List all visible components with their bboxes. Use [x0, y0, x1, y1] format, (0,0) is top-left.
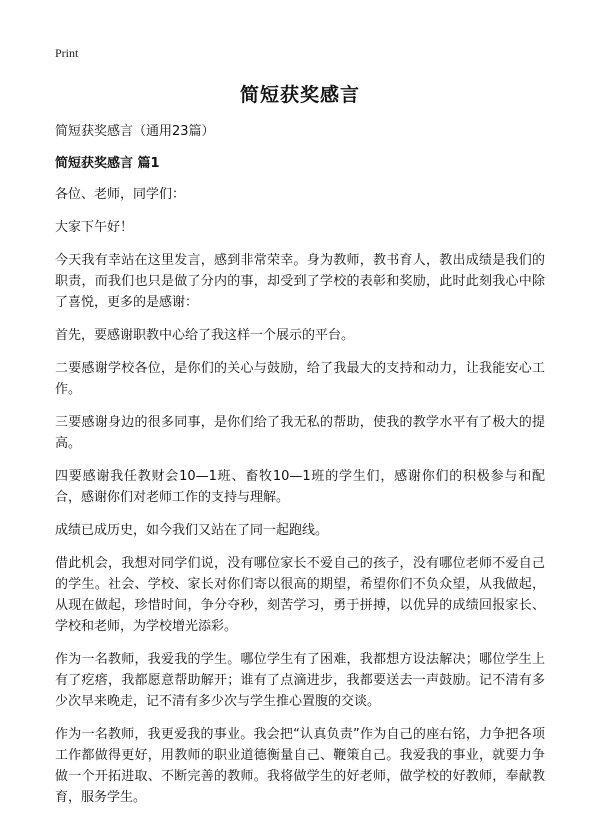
paragraph-love-students: 作为一名教师，我爱我的学生。哪位学生有了困难，我都想方设法解决；哪位学生上有了疙瘩，我都愿意帮助解开；谁有了点滴进步，我都要送去一声鼓励。记不清有多少次早来晚走，记不清有多少次与学生推心置腹的交谈。 [55, 652, 545, 709]
paragraph-greeting: 各位、老师，同学们： [55, 187, 186, 202]
print-label: Print [55, 46, 79, 60]
section-heading: 简短获奖感言 篇1 [55, 156, 160, 171]
paragraph-history: 成绩已成历史，如今我们又站在了同一起跑线。 [55, 523, 329, 538]
paragraph-thanks-2: 二要感谢学校各位，是你们的关心与鼓励，给了我最大的支持和动力，让我能安心工作。 [55, 361, 545, 397]
paragraph-students-message: 借此机会，我想对同学们说，没有哪位家长不爱自己的孩子，没有哪位老师不爱自己的学生。社会、学校、家长对你们寄以很高的期望，希望你们不负众望，从我做起，从现在做起，珍惜时间，争分夺秒，刻苦学习，勇于拼搏，以优异的成绩回报家长、学校和老师，为学校增光添彩。 [55, 556, 545, 634]
document-title: 简短获奖感言 [239, 84, 360, 106]
paragraph-thanks-3: 三要感谢身边的很多同事，是你们给了我无私的帮助，使我的教学水平有了极大的提高。 [55, 415, 545, 451]
paragraph-thanks-4: 四要感谢我任教财会10—1班、畜牧10—1班的学生们，感谢你们的积极参与和配合，感谢你们对老师工作的支持与理解。 [55, 469, 545, 505]
document-body [55, 121, 545, 820]
paragraph-thanks-1: 首先，要感谢职教中心给了我这样一个展示的平台。 [55, 328, 355, 343]
document-subtitle: 简短获奖感言（通用23篇） [55, 124, 215, 139]
paragraph-afternoon: 大家下午好！ [55, 220, 134, 235]
paragraph-honor: 今天我有幸站在这里发言，感到非常荣幸。身为教师，教书育人，教出成绩是我们的职责，而我们也只是做了分内的事，却受到了学校的表彰和奖励，此时此刻我心中除了喜悦，更多的是感谢： [55, 253, 545, 310]
paragraph-love-career: 作为一名教师，我更爱我的事业。我会把“认真负责”作为自己的座右铭，力争把各项工作都做得更好，用教师的职业道德衡量自己、鞭策自己。我爱我的事业，就要力争做一个开拓进取、不断完善的教师。我将做学生的好老师，做学校的好教师，奉献教育，服务学生。 [55, 727, 545, 805]
